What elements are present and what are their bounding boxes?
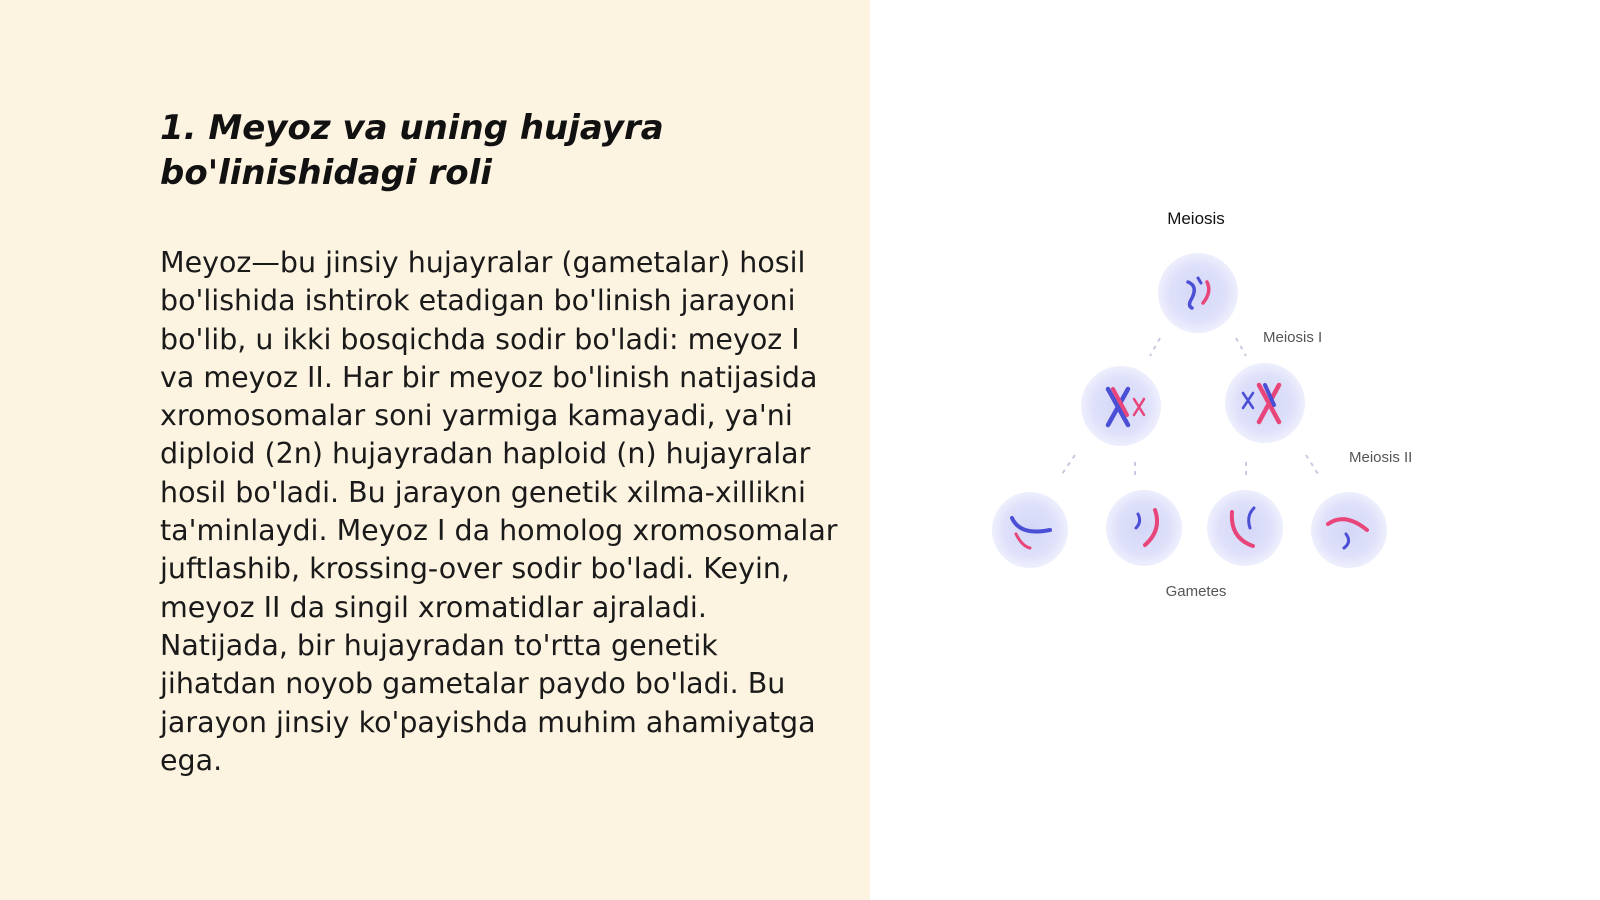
gamete-cell-1 <box>992 492 1068 568</box>
meiosis-diagram <box>870 0 1600 900</box>
meiosis-i-cell-right <box>1225 363 1305 443</box>
slide-title: 1. Meyoz va uning hujayra bo'linishidagi roli <box>160 108 664 193</box>
image-panel <box>870 0 1600 900</box>
diagram-title: Meiosis <box>1167 209 1225 228</box>
gametes-label: Gametes <box>1165 583 1227 600</box>
gamete-cell-2 <box>1106 490 1182 566</box>
gamete-cell-3 <box>1207 490 1283 566</box>
arrow-to-left-cell <box>1150 338 1160 356</box>
parent-cell <box>1158 253 1238 333</box>
meiosis-i-label: Meiosis I <box>1263 329 1323 346</box>
gamete-cell-4 <box>1311 492 1387 568</box>
arrow-to-gamete-1 <box>1062 455 1075 474</box>
arrow-to-right-cell <box>1236 338 1246 356</box>
meiosis-ii-label: Meiosis II <box>1349 449 1413 466</box>
slide-body-text: Meyoz—bu jinsiy hujayralar (gametalar) hosil bo'lishida ishtirok etadigan bo'linish jarayoni bo'lib, u ikki bosqichda sodir bo'ladi: meyoz I va meyoz II. Har bir meyoz bo'linish natijasida xromosomalar soni yarmiga kamayadi, ya'ni diploid (2n) hujayradan haploid (n) hujayralar hosil bo'ladi. Bu jarayon genetik xilma-xillikni ta'minlaydi. Meyoz I da homolog xromosomalar juftlashib, krossing-over sodir bo'ladi. Keyin, meyoz II da singil xromatidlar ajraladi. Natijada, bir hujayradan to'rtta genetik jihatdan noyob gametalar paydo bo'ladi. Bu jarayon jinsiy ko'payishda muhim ahamiyatga ega. <box>160 246 838 777</box>
meiosis-i-cell-left <box>1081 366 1161 446</box>
arrow-to-gamete-4 <box>1306 455 1318 474</box>
